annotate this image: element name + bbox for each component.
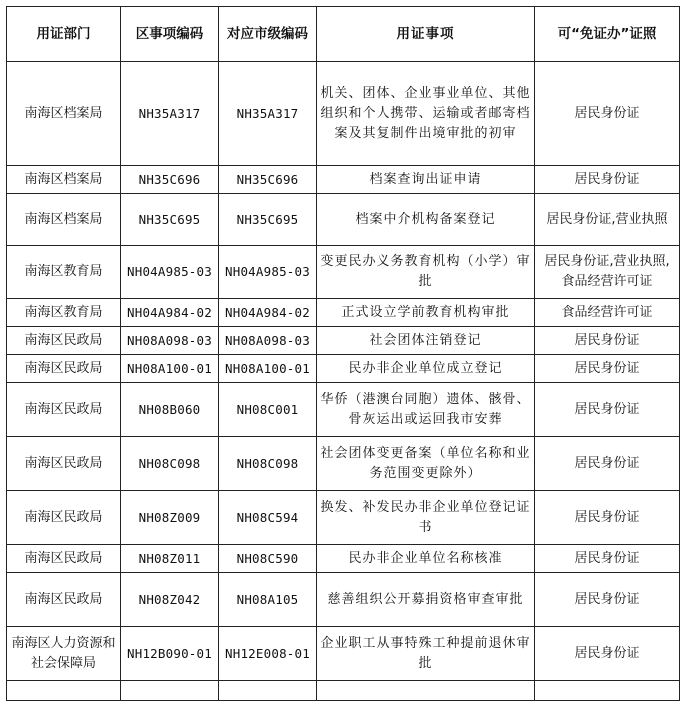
header-district-code: 区事项编码 (121, 7, 219, 62)
item-cell: 慈善组织公开募捐资格审查审批 (317, 573, 535, 627)
table-row (7, 681, 680, 701)
licenses-cell: 居民身份证 (535, 383, 680, 437)
licenses-cell: 居民身份证,营业执照 (535, 194, 680, 246)
table-body (7, 62, 680, 701)
district-code-cell: NH12B090-01 (121, 627, 219, 681)
city-code-cell: NH08C001 (219, 383, 317, 437)
licenses-cell: 食品经营许可证 (535, 299, 680, 327)
table-row (7, 437, 680, 491)
city-code-cell: NH08C098 (219, 437, 317, 491)
table-row (7, 246, 680, 299)
dept-cell: 南海区教育局 (7, 299, 121, 327)
dept-cell: 南海区民政局 (7, 491, 121, 545)
licenses-cell: 居民身份证 (535, 627, 680, 681)
item-cell: 企业职工从事特殊工种提前退休审批 (317, 627, 535, 681)
city-code-cell: NH35C696 (219, 166, 317, 194)
item-cell: 民办非企业单位成立登记 (317, 355, 535, 383)
district-code-cell: NH35C695 (121, 194, 219, 246)
district-code-cell: NH35C696 (121, 166, 219, 194)
item-cell: 华侨（港澳台同胞）遗体、骸骨、骨灰运出或运回我市安葬 (317, 383, 535, 437)
district-code-cell: NH08B060 (121, 383, 219, 437)
city-code-cell: NH08A098-03 (219, 327, 317, 355)
city-code-cell (219, 681, 317, 701)
table-row (7, 327, 680, 355)
item-cell: 社会团体变更备案（单位名称和业务范围变更除外） (317, 437, 535, 491)
district-code-cell: NH08A098-03 (121, 327, 219, 355)
dept-cell: 南海区人力资源和社会保障局 (7, 627, 121, 681)
item-cell: 民办非企业单位名称核准 (317, 545, 535, 573)
item-cell: 档案中介机构备案登记 (317, 194, 535, 246)
header-licenses: 可“免证办”证照 (535, 7, 680, 62)
header-row (7, 7, 680, 62)
dept-cell: 南海区民政局 (7, 327, 121, 355)
district-code-cell: NH08Z042 (121, 573, 219, 627)
header-item: 用证事项 (317, 7, 535, 62)
license-table (6, 6, 680, 701)
table-row (7, 299, 680, 327)
city-code-cell: NH04A985-03 (219, 246, 317, 299)
district-code-cell: NH35A317 (121, 62, 219, 166)
city-code-cell: NH08C590 (219, 545, 317, 573)
city-code-cell: NH12E008-01 (219, 627, 317, 681)
dept-cell: 南海区档案局 (7, 166, 121, 194)
licenses-cell (535, 681, 680, 701)
licenses-cell: 居民身份证 (535, 327, 680, 355)
item-cell: 换发、补发民办非企业单位登记证书 (317, 491, 535, 545)
city-code-cell: NH08C594 (219, 491, 317, 545)
licenses-cell: 居民身份证 (535, 437, 680, 491)
city-code-cell: NH08A100-01 (219, 355, 317, 383)
licenses-cell: 居民身份证 (535, 545, 680, 573)
dept-cell: 南海区档案局 (7, 62, 121, 166)
city-code-cell: NH08A105 (219, 573, 317, 627)
dept-cell: 南海区档案局 (7, 194, 121, 246)
item-cell (317, 681, 535, 701)
district-code-cell: NH04A984-02 (121, 299, 219, 327)
dept-cell: 南海区民政局 (7, 355, 121, 383)
table-row (7, 491, 680, 545)
item-cell: 机关、团体、企业事业单位、其他组织和个人携带、运输或者邮寄档案及其复制件出境审批的初审 (317, 62, 535, 166)
item-cell: 正式设立学前教育机构审批 (317, 299, 535, 327)
city-code-cell: NH35C695 (219, 194, 317, 246)
district-code-cell: NH08A100-01 (121, 355, 219, 383)
table-row (7, 383, 680, 437)
dept-cell (7, 681, 121, 701)
table-row (7, 62, 680, 166)
licenses-cell: 居民身份证 (535, 62, 680, 166)
licenses-cell: 居民身份证 (535, 355, 680, 383)
item-cell: 社会团体注销登记 (317, 327, 535, 355)
licenses-cell: 居民身份证 (535, 573, 680, 627)
district-code-cell: NH08Z011 (121, 545, 219, 573)
item-cell: 档案查询出证申请 (317, 166, 535, 194)
licenses-cell: 居民身份证 (535, 166, 680, 194)
table-row (7, 573, 680, 627)
licenses-cell: 居民身份证,营业执照,食品经营许可证 (535, 246, 680, 299)
district-code-cell (121, 681, 219, 701)
city-code-cell: NH04A984-02 (219, 299, 317, 327)
table-row (7, 627, 680, 681)
district-code-cell: NH04A985-03 (121, 246, 219, 299)
dept-cell: 南海区民政局 (7, 437, 121, 491)
table-row (7, 194, 680, 246)
licenses-cell: 居民身份证 (535, 491, 680, 545)
table-row (7, 166, 680, 194)
district-code-cell: NH08C098 (121, 437, 219, 491)
dept-cell: 南海区民政局 (7, 383, 121, 437)
dept-cell: 南海区民政局 (7, 545, 121, 573)
city-code-cell: NH35A317 (219, 62, 317, 166)
header-city-code: 对应市级编码 (219, 7, 317, 62)
table-row (7, 545, 680, 573)
dept-cell: 南海区教育局 (7, 246, 121, 299)
header-dept: 用证部门 (7, 7, 121, 62)
table-row (7, 355, 680, 383)
district-code-cell: NH08Z009 (121, 491, 219, 545)
dept-cell: 南海区民政局 (7, 573, 121, 627)
item-cell: 变更民办义务教育机构（小学）审批 (317, 246, 535, 299)
